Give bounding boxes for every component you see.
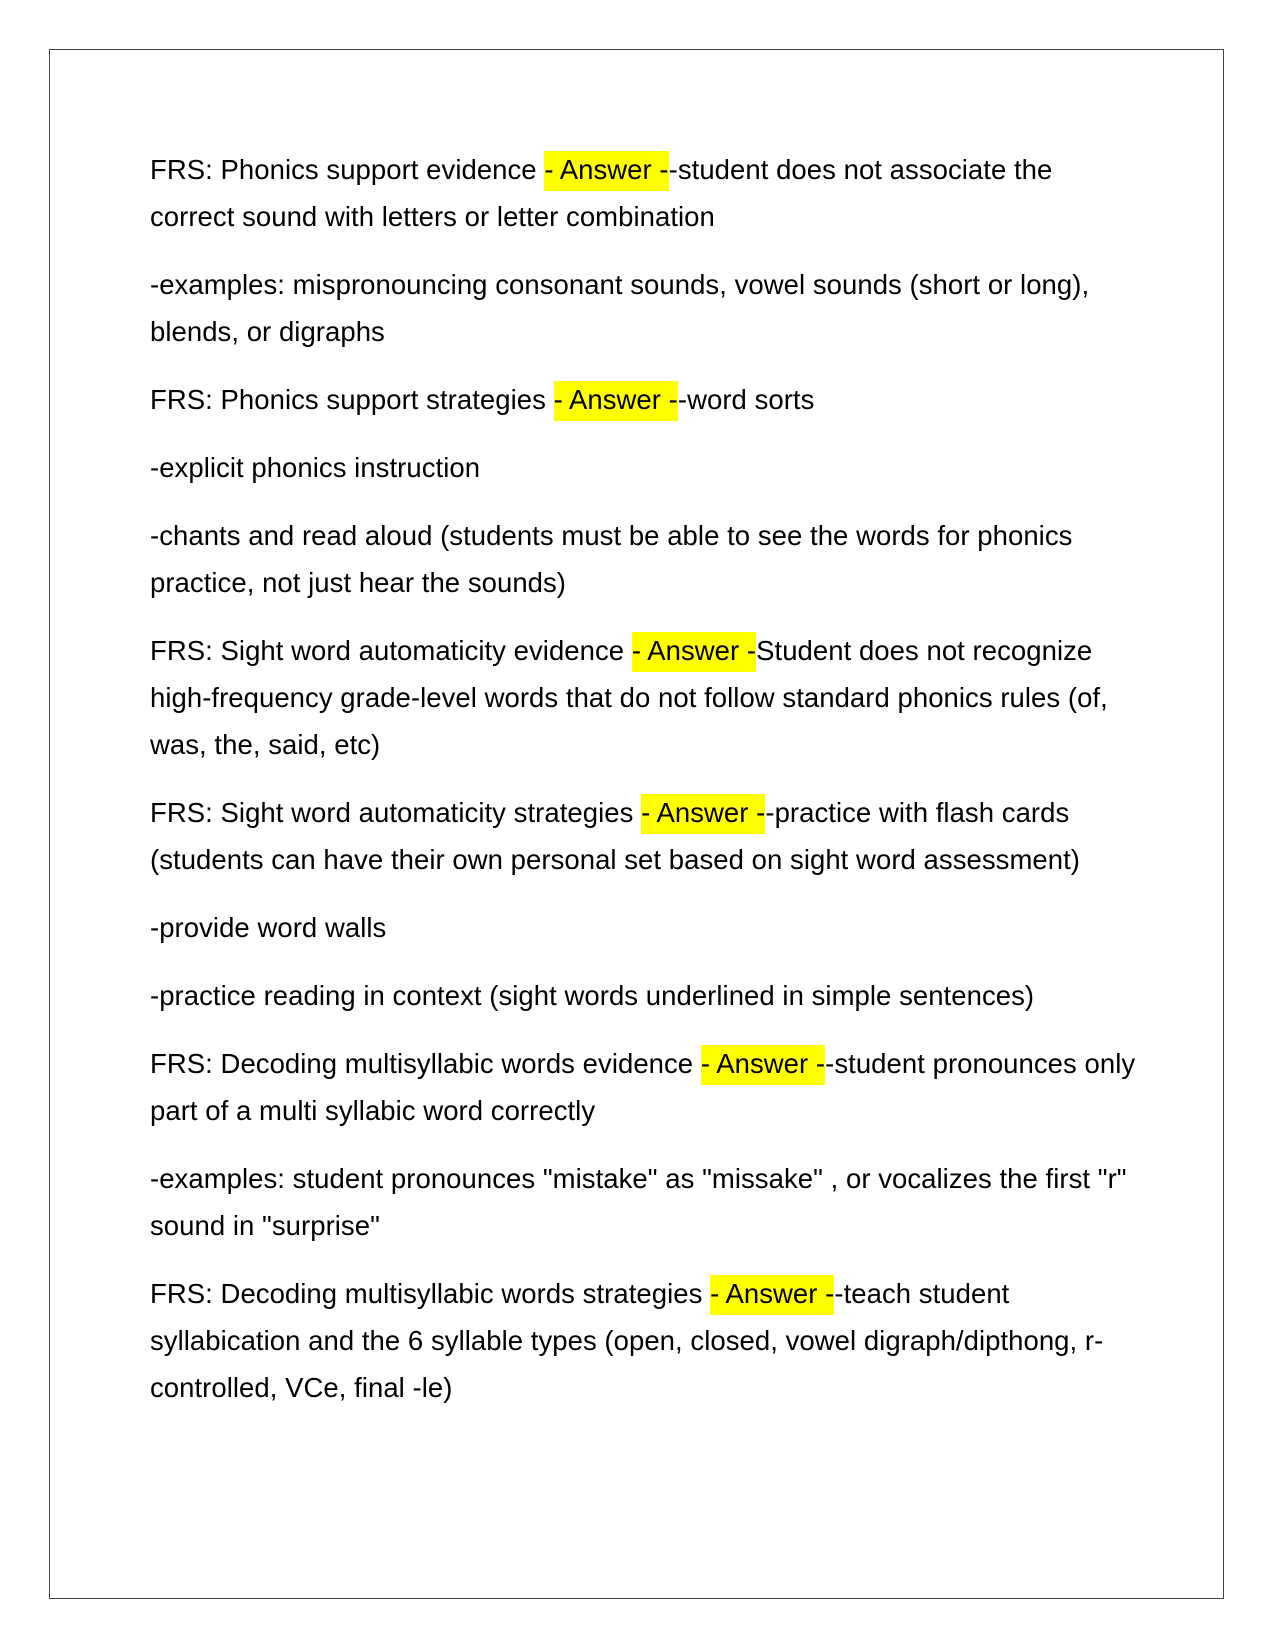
paragraph-phonics-examples: -examples: mispronouncing consonant sounds, vowel sounds (short or long), blends, or digraphs xyxy=(150,269,1090,347)
question-text: FRS: Decoding multisyllabic words strategies xyxy=(150,1278,711,1309)
paragraph-word-walls: -provide word walls xyxy=(150,912,387,943)
question-text: FRS: Sight word automaticity evidence xyxy=(150,635,632,666)
answer-text: Student does not recognize high-frequency grade-level words that do not follow standard phonics rules (of, was, the, said, etc) xyxy=(150,635,1108,760)
paragraph-chants: -chants and read aloud (students must be able to see the words for phonics practice, not just hear the sounds) xyxy=(150,520,1073,598)
question-text: FRS: Sight word automaticity strategies xyxy=(150,797,642,828)
question-text: FRS: Phonics support evidence xyxy=(150,154,545,185)
answer-text: -word sorts xyxy=(677,384,815,415)
paragraph-explicit-phonics: -explicit phonics instruction xyxy=(150,452,481,483)
answer-highlight: - Answer - xyxy=(710,1275,834,1315)
answer-text: -student pronounces only part of a multi syllabic word correctly xyxy=(150,1048,1136,1126)
paragraph-decoding-strategies xyxy=(150,1270,1140,1411)
paragraph-sight-word-evidence xyxy=(150,627,1140,768)
answer-text: -student does not associate the correct sound with letters or letter combination xyxy=(150,154,1053,232)
answer-highlight: - Answer - xyxy=(554,381,678,421)
paragraph-sight-word-strategies xyxy=(150,789,1140,883)
document-body xyxy=(150,146,1140,1432)
paragraph-decoding-examples: -examples: student pronounces "mistake" as "missake" , or vocalizes the first "r" sound in "surprise" xyxy=(150,1163,1127,1241)
answer-highlight: - Answer - xyxy=(641,794,765,834)
answer-text: -teach student syllabication and the 6 syllable types (open, closed, vowel digraph/dipthong, r-controlled, VCe, final -le) xyxy=(150,1278,1104,1403)
paragraph-phonics-strategies xyxy=(150,376,1140,423)
question-text: FRS: Phonics support strategies xyxy=(150,384,554,415)
answer-text: -practice with flash cards (students can have their own personal set based on sight word assessment) xyxy=(150,797,1080,875)
answer-highlight: - Answer - xyxy=(544,151,668,191)
answer-highlight: - Answer - xyxy=(632,632,756,672)
paragraph-reading-context: -practice reading in context (sight words underlined in simple sentences) xyxy=(150,980,1035,1011)
paragraph-phonics-evidence xyxy=(150,146,1140,240)
question-text: FRS: Decoding multisyllabic words evidence xyxy=(150,1048,701,1079)
paragraph-decoding-evidence xyxy=(150,1040,1140,1134)
answer-highlight: - Answer - xyxy=(701,1045,825,1085)
